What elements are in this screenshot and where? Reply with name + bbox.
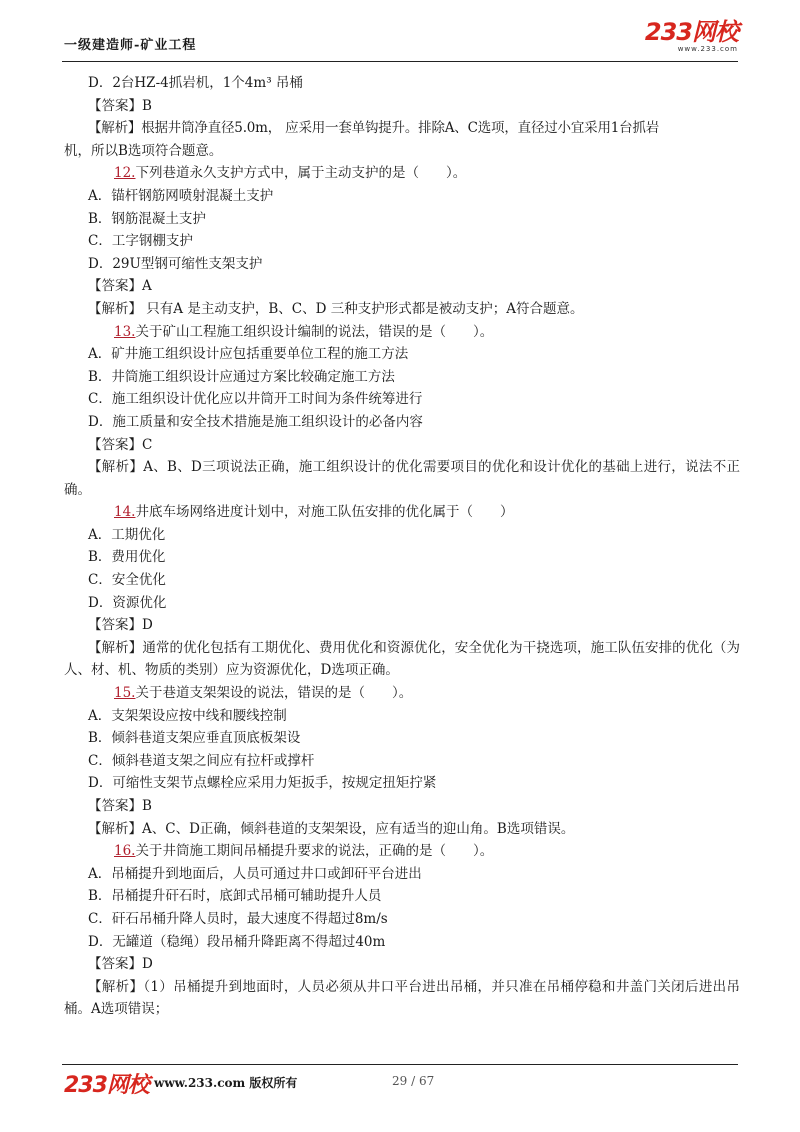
option-d: D．资源优化 bbox=[88, 594, 167, 611]
question-stem: 关于矿山工程施工组织设计编制的说法，错误的是（ ）。 bbox=[135, 323, 494, 340]
page-footer bbox=[62, 1064, 738, 1104]
option-a: A．吊桶提升到地面后，人员可通过井口或卸矸平台进出 bbox=[88, 865, 422, 882]
header-divider bbox=[62, 61, 738, 62]
question-number: 12. bbox=[114, 165, 136, 182]
footer-divider bbox=[62, 1064, 738, 1065]
answer: 【答案】D bbox=[88, 617, 153, 634]
document-body bbox=[64, 72, 740, 1021]
option-a: A．锚杆钢筋网喷射混凝土支护 bbox=[88, 187, 274, 204]
question-number: 16. bbox=[114, 843, 136, 860]
question-number: 15. bbox=[114, 685, 136, 702]
answer: 【答案】C bbox=[88, 436, 153, 453]
question-12 bbox=[64, 162, 740, 185]
option-b: B．吊桶提升矸石时，底卸式吊桶可辅助提升人员 bbox=[88, 888, 382, 905]
page-number: 29 / 67 bbox=[392, 1074, 435, 1088]
option-d: D．可缩性支架节点螺栓应采用力矩扳手，按规定扭矩拧紧 bbox=[88, 775, 437, 792]
option-d: D．无罐道（稳绳）段吊桶升降距离不得超过40m bbox=[88, 933, 386, 950]
option-c: C．施工组织设计优化应以井筒开工时间为条件统筹进行 bbox=[88, 391, 423, 408]
question-13 bbox=[64, 321, 740, 344]
header-logo bbox=[645, 20, 738, 53]
answer: 【答案】B bbox=[88, 97, 152, 114]
question-14 bbox=[64, 501, 740, 524]
analysis: 【解析】A、B、D三项说法正确，施工组织设计的优化需要项目的优化和设计优化的基础上进行，说法不正确。 bbox=[64, 459, 740, 498]
analysis: 【解析】根据井筒净直径5.0m， 应采用一套单钩提升。排除A、C选项，直径过小宜采用1台抓岩 bbox=[88, 120, 660, 137]
option-b: B．井筒施工组织设计应通过方案比较确定施工方法 bbox=[88, 368, 395, 385]
question-stem: 关于井筒施工期间吊桶提升要求的说法，正确的是（ ）。 bbox=[135, 843, 494, 860]
answer: 【答案】D bbox=[88, 956, 153, 973]
analysis: 【解析】A、C、D正确，倾斜巷道的支架架设，应有适当的迎山角。B选项错误。 bbox=[88, 820, 575, 837]
footer-logo: 233网校 bbox=[64, 1073, 149, 1098]
option-b: B．钢筋混凝土支护 bbox=[88, 210, 206, 227]
question-16 bbox=[64, 840, 740, 863]
analysis: 【解析】通常的优化包括有工期优化、费用优化和资源优化，安全优化为干挠选项，施工队伍安排的优化（为人、材、机、物质的类别）应为资源优化，D选项正确。 bbox=[64, 639, 740, 679]
option-d: D．29U型钢可缩性支架支护 bbox=[88, 255, 263, 272]
option-c: C．工字钢棚支护 bbox=[88, 233, 193, 250]
option-d: D．2台HZ-4抓岩机，1个4m³ 吊桶 bbox=[88, 75, 303, 91]
option-a: A．支架架设应按中线和腰线控制 bbox=[88, 707, 287, 724]
question-15 bbox=[64, 682, 740, 705]
option-b: B．费用优化 bbox=[88, 549, 166, 566]
analysis-continued: 机，所以B选项符合题意。 bbox=[64, 142, 223, 159]
question-stem: 下列巷道永久支护方式中，属于主动支护的是（ ）。 bbox=[135, 165, 467, 182]
question-number: 14. bbox=[114, 504, 136, 521]
option-c: C．倾斜巷道支架之间应有拉杆或撑杆 bbox=[88, 752, 315, 769]
question-number: 13. bbox=[114, 323, 136, 340]
logo-text: 233网校 bbox=[644, 18, 738, 46]
logo-url: www.233.com bbox=[677, 45, 738, 53]
footer-copyright: www.233.com 版权所有 bbox=[154, 1076, 298, 1090]
analysis: 【解析】 只有A 是主动支护，B、C、D 三种支护形式都是被动支护；A符合题意。 bbox=[88, 300, 584, 317]
answer: 【答案】B bbox=[88, 798, 152, 814]
answer: 【答案】A bbox=[88, 278, 152, 295]
option-c: C．安全优化 bbox=[88, 572, 166, 589]
page-header bbox=[62, 18, 738, 60]
analysis: 【解析】（1）吊桶提升到地面时，人员必须从井口平台进出吊桶，并只准在吊桶停稳和井盖门关闭后进出吊桶。A选项错误； bbox=[64, 978, 740, 1018]
option-b: B．倾斜巷道支架应垂直顶底板架设 bbox=[88, 730, 301, 747]
option-a: A．矿井施工组织设计应包括重要单位工程的施工方法 bbox=[88, 346, 409, 363]
option-c: C．矸石吊桶升降人员时，最大速度不得超过8m/s bbox=[88, 910, 388, 927]
question-stem: 井底车场网络进度计划中，对施工队伍安排的优化属于（ ） bbox=[135, 504, 514, 521]
option-a: A．工期优化 bbox=[88, 526, 166, 543]
header-title: 一级建造师-矿业工程 bbox=[64, 38, 197, 53]
question-stem: 关于巷道支架架设的说法，错误的是（ ）。 bbox=[135, 685, 413, 702]
option-d: D．施工质量和安全技术措施是施工组织设计的必备内容 bbox=[88, 413, 423, 430]
